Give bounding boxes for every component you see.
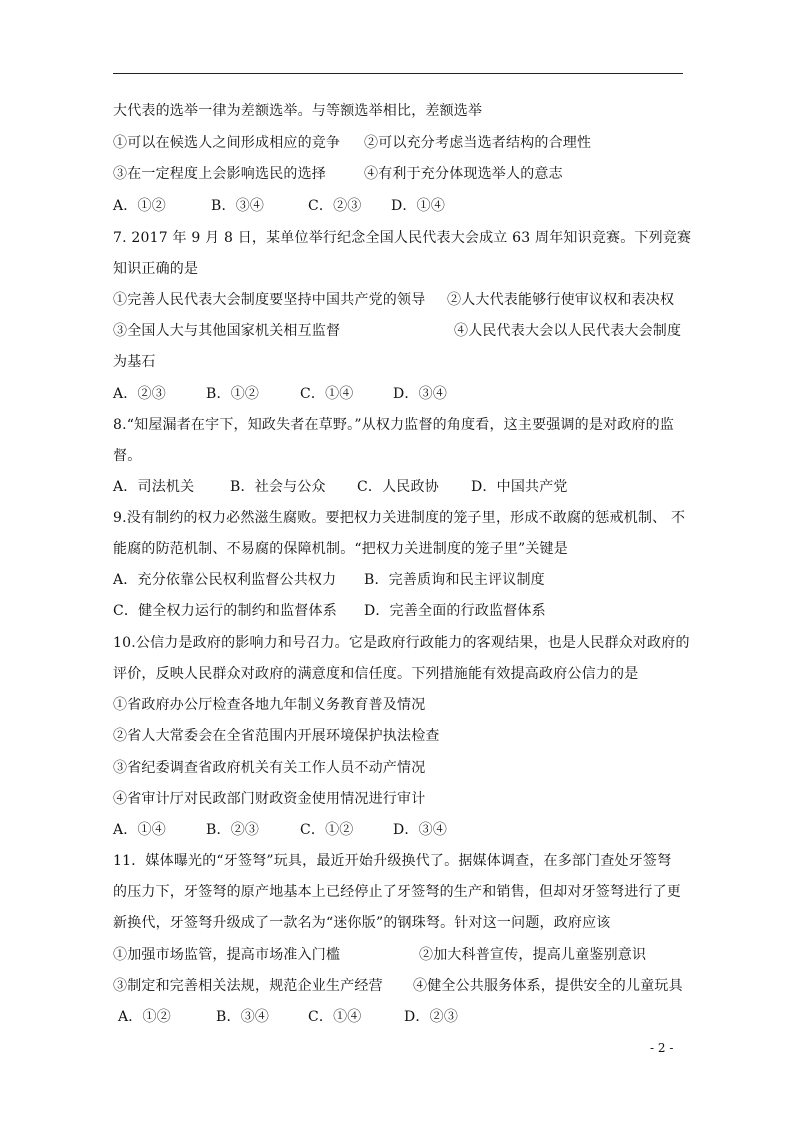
choice-b: B．①② — [206, 386, 260, 402]
choice-a: A．①② — [113, 198, 166, 214]
text-segment: 7. 2017 年 9 月 8 日，某单位举行纪念全国人民代表大会成立 63 周年知识竞赛。下列竞赛 — [113, 230, 692, 246]
text-segment: 10.公信力是政府的影响力和号召力。它是政府行政能力的客观结果，也是人民群众对政府的 — [113, 635, 690, 651]
statement-3: ③省纪委调查省政府机关有关工作人员不动产情况 — [113, 760, 426, 776]
choice-a: A．①② — [118, 1009, 171, 1025]
text-segment: 为基石 — [113, 354, 156, 370]
choice-a: A．②③ — [113, 386, 166, 402]
choice-c: C．②③ — [308, 198, 362, 214]
answer-choices — [113, 601, 685, 621]
text-segment: 9.没有制约的权力必然滋生腐败。要把权力关进制度的笼子里，形成不敢腐的惩戒机制、 不 — [113, 510, 686, 526]
text-segment: 能腐的防范机制、不易腐的保障机制。“把权力关进制度的笼子里”关键是 — [113, 541, 568, 557]
question-text — [113, 415, 685, 435]
question-text — [113, 913, 685, 933]
answer-choices — [113, 384, 685, 404]
statement-4: ④人民代表大会以人民代表大会制度 — [454, 323, 682, 339]
text-segment: 的压力下，牙签弩的原产地基本上已经停止了牙签弩的生产和销售，但却对牙签弩进行了更 — [113, 884, 681, 900]
question-text — [113, 851, 685, 871]
page-number: - 2 - — [650, 1041, 674, 1055]
choice-a: A．司法机关 — [113, 479, 195, 495]
text-line — [113, 352, 685, 372]
choice-b: B．②③ — [206, 822, 260, 838]
statement-line — [113, 789, 685, 809]
option-line — [113, 164, 685, 184]
text-segment: 知识正确的是 — [113, 261, 199, 277]
choice-d: D．②③ — [404, 1009, 459, 1025]
choice-d: D．③④ — [393, 822, 448, 838]
answer-choices — [113, 477, 685, 497]
option-line — [113, 976, 685, 996]
choice-c: C．①④ — [300, 386, 354, 402]
choice-d: D．中国共产党 — [471, 479, 568, 495]
statement-1: ①加强市场监管，提高市场准入门槛 — [113, 947, 341, 963]
statement-4: ④省审计厅对民政部门财政资金使用情况进行审计 — [113, 791, 426, 807]
answer-choices — [118, 1007, 690, 1027]
statement-2: ②可以充分考虑当选者结构的合理性 — [364, 135, 592, 151]
option-line — [113, 945, 685, 965]
text-segment: 评价，反映人民群众对政府的满意度和信任度。下列措施能有效提高政府公信力的是 — [113, 666, 639, 682]
choice-b: B．③④ — [211, 198, 265, 214]
statement-line — [113, 758, 685, 778]
choice-b: B．完善质询和民主评议制度 — [364, 572, 545, 588]
text-segment: 大代表的选举一律为差额选举。与等额选举相比，差额选举 — [113, 103, 483, 119]
text-segment: 11．媒体曝光的“牙签弩”玩具，最近开始升级换代了。据媒体调查，在多部门查处牙签弩 — [113, 853, 672, 869]
question-text — [113, 633, 690, 653]
statement-line — [113, 695, 685, 715]
header-rule — [113, 73, 683, 74]
option-line — [113, 321, 685, 341]
statement-2: ②加大科普宣传，提高儿童鉴别意识 — [419, 947, 647, 963]
answer-choices — [113, 820, 685, 840]
statement-3: ③制定和完善相关法规，规范企业生产经营 — [113, 978, 383, 994]
question-text — [113, 446, 685, 466]
choice-a: A．充分依靠公民权利监督公共权力 — [113, 572, 337, 588]
text-segment: 8.“知屋漏者在宇下，知政失者在草野。”从权力监督的角度看，这主要强调的是对政府的监 — [113, 417, 675, 433]
choice-c: C．健全权力运行的制约和监督体系 — [113, 603, 337, 619]
choice-c: C．人民政协 — [357, 479, 439, 495]
choice-d: D．①④ — [391, 198, 446, 214]
statement-1: ①可以在候选人之间形成相应的竞争 — [113, 135, 341, 151]
statement-line — [113, 726, 685, 746]
statement-4: ④健全公共服务体系，提供安全的儿童玩具 — [413, 978, 683, 994]
question-text — [113, 539, 685, 559]
statement-3: ③全国人大与其他国家机关相互监督 — [113, 323, 341, 339]
choice-d: D．完善全面的行政监督体系 — [364, 603, 546, 619]
text-line — [113, 101, 685, 121]
question-text — [113, 882, 685, 902]
option-line — [113, 290, 685, 310]
option-line — [113, 133, 685, 153]
choice-c: C．①② — [300, 822, 354, 838]
text-segment: 督。 — [113, 448, 142, 464]
choice-b: B．③④ — [216, 1009, 270, 1025]
statement-2: ②省人大常委会在全省范围内开展环境保护执法检查 — [113, 728, 440, 744]
question-text — [113, 664, 685, 684]
choice-d: D．③④ — [393, 386, 448, 402]
statement-3: ③在一定程度上会影响选民的选择 — [113, 166, 326, 182]
statement-1: ①省政府办公厅检查各地九年制义务教育普及情况 — [113, 697, 426, 713]
question-text — [113, 228, 692, 248]
statement-4: ④有利于充分体现选举人的意志 — [364, 166, 563, 182]
choice-b: B．社会与公众 — [230, 479, 326, 495]
text-segment: 新换代，牙签弩升级成了一款名为“迷你版”的钢珠弩。针对这一问题，政府应该 — [113, 915, 611, 931]
question-text — [113, 259, 685, 279]
choice-c: C．①④ — [308, 1009, 362, 1025]
answer-choices — [113, 196, 685, 216]
statement-1: ①完善人民代表大会制度要坚持中国共产党的领导 — [113, 292, 426, 308]
choice-a: A．①④ — [113, 822, 166, 838]
question-text — [113, 508, 685, 528]
statement-2: ②人大代表能够行使审议权和表决权 — [447, 292, 675, 308]
answer-choices — [113, 570, 685, 590]
